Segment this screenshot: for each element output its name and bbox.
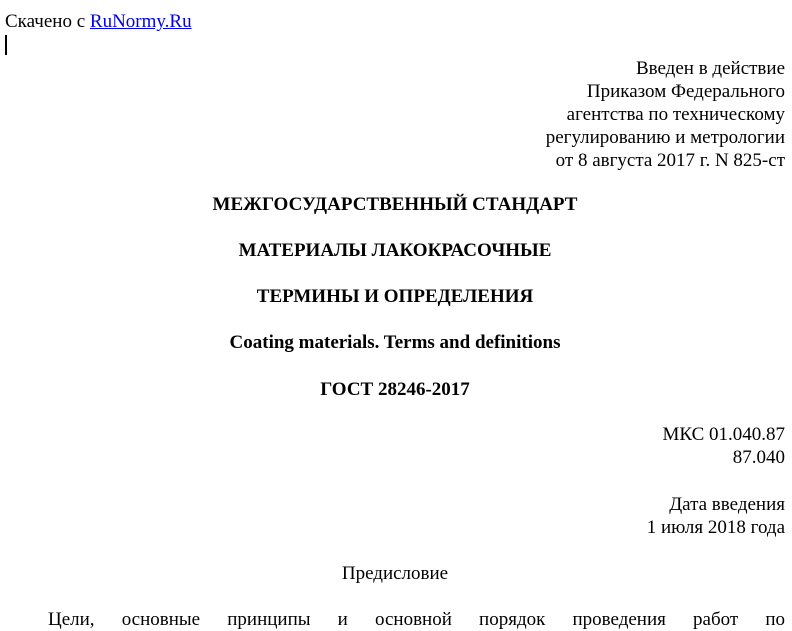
runormy-link[interactable]: RuNormy.Ru xyxy=(89,11,192,32)
preface-paragraph: Цели, основные принципы и основной порядок проведения работ по xyxy=(48,609,785,630)
enactment-line: регулированию и метрологии xyxy=(545,127,785,148)
effective-date-label: Дата введения xyxy=(669,494,785,515)
subtitle-heading: ТЕРМИНЫ И ОПРЕДЕЛЕНИЯ xyxy=(256,286,534,307)
enactment-block xyxy=(365,57,785,172)
classification-block xyxy=(662,423,785,469)
subject-heading: МАТЕРИАЛЫ ЛАКОКРАСОЧНЫЕ xyxy=(238,240,552,261)
effective-date-value: 1 июля 2018 года xyxy=(646,517,785,538)
mks-line: 87.040 xyxy=(732,447,785,468)
enactment-line: Введен в действие xyxy=(635,58,785,79)
effective-date-block xyxy=(647,493,785,539)
download-source-line xyxy=(5,10,192,33)
download-prefix: Скачено с xyxy=(5,11,86,32)
text-cursor xyxy=(5,35,7,55)
preface-title: Предисловие xyxy=(341,563,449,584)
enactment-line: Приказом Федерального xyxy=(586,81,785,102)
enactment-line: агентства по техническому xyxy=(566,104,785,125)
mks-line: МКС 01.040.87 xyxy=(662,424,785,445)
standard-type-heading: МЕЖГОСУДАРСТВЕННЫЙ СТАНДАРТ xyxy=(212,194,578,215)
enactment-line: от 8 августа 2017 г. N 825-ст xyxy=(555,150,785,171)
english-title-heading: Coating materials. Terms and definitions xyxy=(229,332,561,353)
gost-code-heading: ГОСТ 28246-2017 xyxy=(320,379,470,400)
